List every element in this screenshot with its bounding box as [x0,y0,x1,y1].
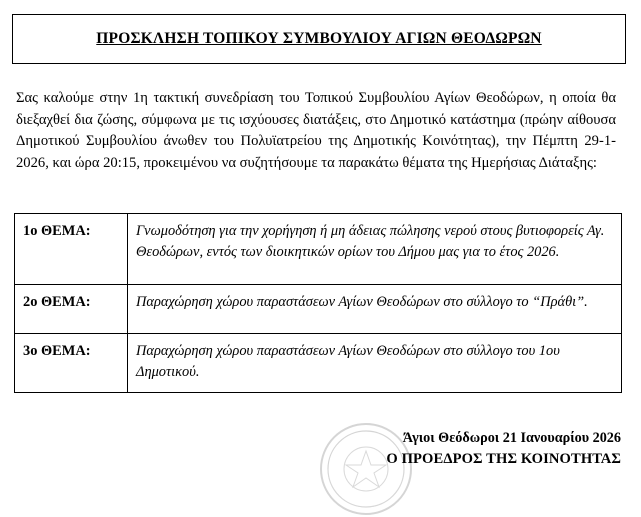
topic-label: 2ο ΘΕΜΑ: [15,285,128,334]
topics-table [14,213,622,393]
page-title: ΠΡΟΣΚΛΗΣΗ ΤΟΠΙΚΟΥ ΣΥΜΒΟΥΛΙΟΥ ΑΓΙΩΝ ΘΕΟΔΩΡΩΝ [96,30,542,47]
topic-text: Γνωμοδότηση για την χορήγηση ή μη άδειας πώλησης νερού στους βυτιοφορείς Αγ. Θεοδώρων, εντός των διοικητικών ορίων του Δήμου μας για το έτος 2026. [128,214,622,285]
table-row [15,285,622,334]
signature-block [386,428,621,470]
topic-text: Παραχώρηση χώρου παραστάσεων Αγίων Θεοδώρων στο σύλλογο το “Πράθι”. [128,285,622,334]
topic-label: 1ο ΘΕΜΑ: [15,214,128,285]
signature-signer: Ο ΠΡΟΕΔΡΟΣ ΤΗΣ ΚΟΙΝΟΤΗΤΑΣ [386,450,621,467]
table-row [15,334,622,393]
topic-label: 3ο ΘΕΜΑ: [15,334,128,393]
title-box [12,14,626,64]
table-row [15,214,622,285]
signature-place-date: Άγιοι Θεόδωροι 21 Ιανουαρίου 2026 [402,430,621,446]
intro-paragraph: Σας καλούμε στην 1η τακτική συνεδρίαση του Τοπικού Συμβουλίου Αγίων Θεοδώρων, η οποία θα διεξαχθεί δια ζώσης, σύμφωνα με τις ισχύουσες διατάξεις, στο Δημοτικό κατάστημα (πρώην αίθουσα Δημοτικού Συμβουλίου άνωθεν του Πολυϊατρείου της Δημοτικής Κοινότητας), την Πέμπτη 29-1-2026, και ώρα 20:15, προκειμένου να συζητήσουμε τα παρακάτω θέματα της Ημερήσιας Διάταξης: [16,90,616,171]
topic-text: Παραχώρηση χώρου παραστάσεων Αγίων Θεοδώρων στο σύλλογο του 1ου Δημοτικού. [128,334,622,393]
